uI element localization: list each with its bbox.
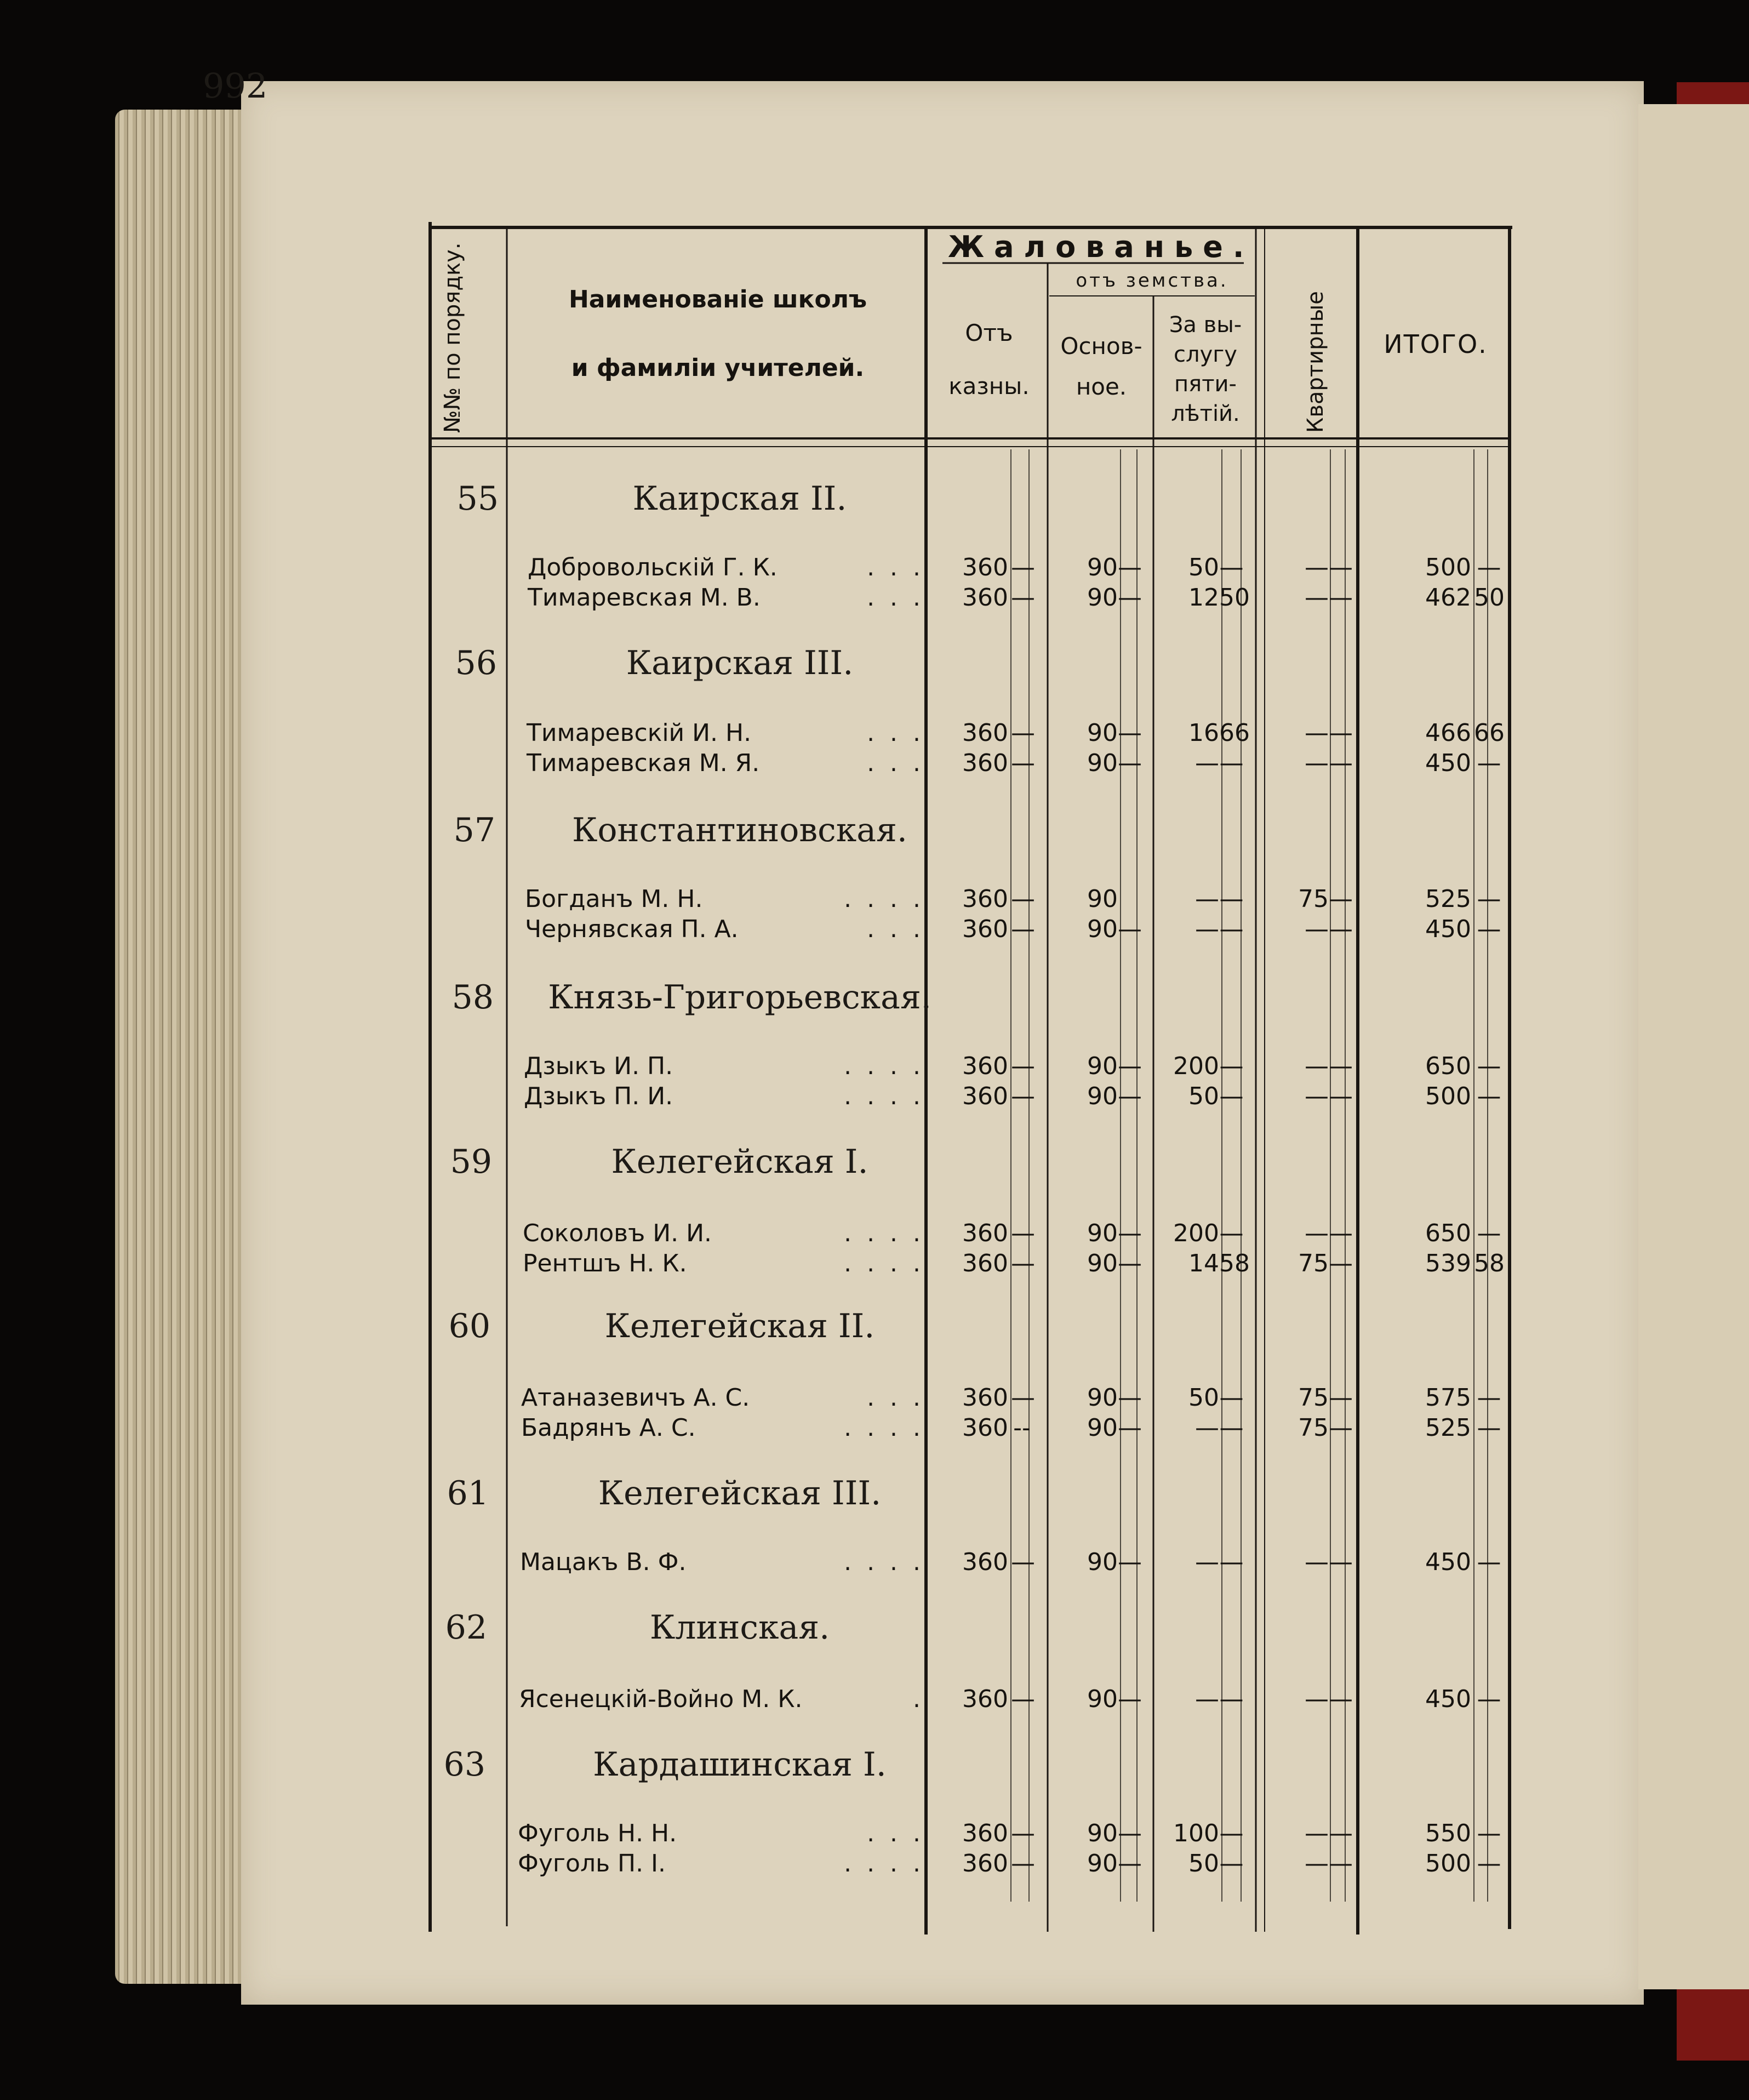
housing-value: — xyxy=(1305,584,1329,612)
seniority-value: 200 xyxy=(1173,1052,1219,1080)
seniority-kopecks: 66 xyxy=(1219,719,1250,747)
leader-dots: . . . . xyxy=(844,1082,921,1110)
seniority-value: 50 xyxy=(1188,1384,1219,1412)
school-number: 55 xyxy=(456,480,499,518)
leader-dots: . . . xyxy=(867,719,921,747)
basic-kopecks: — xyxy=(1118,719,1142,747)
header-seniority-3: пяти- xyxy=(1174,372,1237,397)
housing-value: — xyxy=(1305,1850,1329,1878)
housing-kopecks: — xyxy=(1329,1219,1353,1247)
header-basic: Основ-ное. xyxy=(1060,333,1142,400)
leader-dots: . . . xyxy=(867,915,921,943)
basic-value: 90 xyxy=(1087,1219,1118,1247)
housing-kopecks: — xyxy=(1329,1249,1353,1277)
seniority-kopecks: — xyxy=(1219,749,1244,777)
total-value: 539 xyxy=(1425,1249,1471,1277)
from-treasury-value: 360 xyxy=(962,1384,1008,1412)
basic-kopecks: — xyxy=(1118,584,1142,612)
school-number: 62 xyxy=(445,1608,487,1647)
total-value: 500 xyxy=(1425,1082,1471,1110)
total-value: 450 xyxy=(1425,749,1471,777)
teacher-name: Рентшъ Н. К. xyxy=(523,1249,687,1277)
basic-kopecks: — xyxy=(1118,1082,1142,1110)
from-treasury-kopecks: — xyxy=(1011,584,1035,612)
seniority-value: — xyxy=(1195,1414,1219,1442)
seniority-value: 200 xyxy=(1173,1219,1219,1247)
total-kopecks: — xyxy=(1477,1685,1501,1713)
housing-kopecks: — xyxy=(1329,885,1353,913)
seniority-kopecks: 58 xyxy=(1219,1249,1250,1277)
housing-value: — xyxy=(1305,915,1329,943)
from-treasury-value: 360 xyxy=(962,553,1008,581)
total-value: 450 xyxy=(1425,915,1471,943)
housing-value: — xyxy=(1305,1819,1329,1847)
total-kopecks: — xyxy=(1477,1052,1501,1080)
total-value: 500 xyxy=(1425,553,1471,581)
basic-kopecks: — xyxy=(1118,1384,1142,1412)
school-name: Келегейская III. xyxy=(598,1474,882,1513)
header-name-line1: Наименованіе школъ xyxy=(568,286,867,313)
basic-kopecks: — xyxy=(1118,1249,1142,1277)
seniority-value: — xyxy=(1195,749,1219,777)
seniority-kopecks: 50 xyxy=(1219,584,1250,612)
total-value: 525 xyxy=(1425,885,1471,913)
school-name: Келегейская II. xyxy=(604,1307,875,1345)
housing-value: 75 xyxy=(1298,885,1329,913)
from-treasury-kopecks: — xyxy=(1011,1819,1035,1847)
school-number: 56 xyxy=(455,644,497,682)
from-treasury-kopecks: — xyxy=(1011,915,1035,943)
total-value: 575 xyxy=(1425,1384,1471,1412)
housing-value: 75 xyxy=(1298,1384,1329,1412)
seniority-value: 50 xyxy=(1188,1850,1219,1878)
basic-value: 90 xyxy=(1087,749,1118,777)
total-value: 650 xyxy=(1425,1219,1471,1247)
school-number: 61 xyxy=(447,1474,489,1513)
total-value: 650 xyxy=(1425,1052,1471,1080)
header-salary: Жалованье. xyxy=(948,230,1254,264)
housing-kopecks: — xyxy=(1329,915,1353,943)
seniority-kopecks: — xyxy=(1219,1548,1244,1576)
basic-value: 90 xyxy=(1087,1384,1118,1412)
from-treasury-kopecks: — xyxy=(1011,1548,1035,1576)
from-treasury-value: 360 xyxy=(962,1219,1008,1247)
basic-kopecks: — xyxy=(1118,553,1142,581)
seniority-kopecks: — xyxy=(1219,915,1244,943)
from-treasury-value: 360 xyxy=(962,1052,1008,1080)
total-kopecks: — xyxy=(1477,1548,1501,1576)
header-housing: Квартирные xyxy=(1303,291,1328,433)
total-value: 550 xyxy=(1425,1819,1471,1847)
school-name: Клинская. xyxy=(649,1608,830,1647)
basic-value: 90 xyxy=(1087,1052,1118,1080)
basic-value: 90 xyxy=(1087,1249,1118,1277)
teacher-name: Атаназевичъ А. С. xyxy=(521,1384,750,1412)
seniority-kopecks: — xyxy=(1219,1850,1244,1878)
from-treasury-kopecks: — xyxy=(1011,749,1035,777)
housing-kopecks: — xyxy=(1329,749,1353,777)
from-treasury-value: 360 xyxy=(962,885,1008,913)
school-number: 58 xyxy=(451,978,494,1017)
housing-kopecks: — xyxy=(1329,1819,1353,1847)
teacher-name: Тимаревская М. Я. xyxy=(527,749,760,777)
basic-kopecks: — xyxy=(1118,1219,1142,1247)
basic-value: 90 xyxy=(1087,1548,1118,1576)
basic-value: 90 xyxy=(1087,1685,1118,1713)
basic-value: 90 xyxy=(1087,1850,1118,1878)
leader-dots: . . . xyxy=(867,553,921,581)
leader-dots: . . . . xyxy=(844,1052,921,1080)
from-treasury-kopecks: — xyxy=(1011,1850,1035,1878)
leader-dots: . . . . xyxy=(844,1548,921,1576)
seniority-kopecks: — xyxy=(1219,885,1244,913)
seniority-value: — xyxy=(1195,915,1219,943)
housing-kopecks: — xyxy=(1329,719,1353,747)
leader-dots: . . . . xyxy=(844,885,921,913)
teacher-name: Соколовъ И. И. xyxy=(523,1219,712,1247)
total-kopecks: — xyxy=(1477,553,1501,581)
housing-kopecks: — xyxy=(1329,1052,1353,1080)
seniority-kopecks: — xyxy=(1219,1414,1244,1442)
next-page-edge xyxy=(1638,104,1749,1989)
total-value: 500 xyxy=(1425,1850,1471,1878)
seniority-value: 16 xyxy=(1188,719,1219,747)
basic-value: 90 xyxy=(1087,1082,1118,1110)
basic-kopecks: — xyxy=(1118,915,1142,943)
total-kopecks: — xyxy=(1477,915,1501,943)
housing-kopecks: — xyxy=(1329,1082,1353,1110)
from-treasury-value: 360 xyxy=(962,584,1008,612)
leader-dots: . . . . xyxy=(844,1414,921,1442)
from-treasury-kopecks: — xyxy=(1011,553,1035,581)
housing-value: — xyxy=(1305,1082,1329,1110)
teacher-name: Фуголь Н. Н. xyxy=(518,1819,677,1847)
basic-kopecks: — xyxy=(1118,1548,1142,1576)
housing-kopecks: — xyxy=(1329,553,1353,581)
housing-value: — xyxy=(1305,719,1329,747)
basic-kopecks: — xyxy=(1118,1414,1142,1442)
leader-dots: . . . xyxy=(867,584,921,612)
teacher-name: Ясенецкій-Войно М. К. xyxy=(519,1685,803,1713)
teacher-name: Дзыкъ П. И. xyxy=(524,1082,673,1110)
from-treasury-kopecks: — xyxy=(1011,1384,1035,1412)
basic-value: 90 xyxy=(1087,1819,1118,1847)
seniority-kopecks: — xyxy=(1219,1685,1244,1713)
housing-kopecks: — xyxy=(1329,1414,1353,1442)
basic-value: 90 xyxy=(1087,584,1118,612)
basic-kopecks: — xyxy=(1118,749,1142,777)
leader-dots: . . . xyxy=(867,749,921,777)
from-treasury-value: 360 xyxy=(962,1249,1008,1277)
leader-dots: . xyxy=(913,1685,921,1713)
from-treasury-value: 360 xyxy=(962,749,1008,777)
basic-value: 90 xyxy=(1087,885,1118,913)
housing-value: 75 xyxy=(1298,1414,1329,1442)
school-name: Келегейская I. xyxy=(611,1143,868,1181)
from-treasury-kopecks: -- xyxy=(1013,1414,1031,1442)
teacher-name: Тимаревскій И. Н. xyxy=(527,719,752,747)
from-treasury-kopecks: — xyxy=(1011,885,1035,913)
housing-value: — xyxy=(1305,1052,1329,1080)
basic-value: 90 xyxy=(1087,1414,1118,1442)
from-treasury-value: 360 xyxy=(962,1685,1008,1713)
housing-kopecks: — xyxy=(1329,1850,1353,1878)
housing-value: 75 xyxy=(1298,1249,1329,1277)
seniority-kopecks: — xyxy=(1219,1384,1244,1412)
header-from-treasury: Отъ казны. xyxy=(948,319,1030,400)
from-treasury-value: 360 xyxy=(962,719,1008,747)
leader-dots: . . . . xyxy=(844,1249,921,1277)
basic-value: 90 xyxy=(1087,915,1118,943)
school-number: 63 xyxy=(443,1745,485,1784)
total-value: 466 xyxy=(1425,719,1471,747)
seniority-kopecks: — xyxy=(1219,1219,1244,1247)
teacher-name: Богданъ М. Н. xyxy=(525,885,703,913)
seniority-value: 100 xyxy=(1173,1819,1219,1847)
housing-kopecks: — xyxy=(1329,1548,1353,1576)
from-treasury-value: 360 xyxy=(962,1548,1008,1576)
housing-value: — xyxy=(1305,749,1329,777)
seniority-value: — xyxy=(1195,1685,1219,1713)
from-treasury-value: 360 xyxy=(962,1082,1008,1110)
total-value: 450 xyxy=(1425,1548,1471,1576)
teacher-name: Мацакъ В. Ф. xyxy=(520,1548,687,1576)
seniority-kopecks: — xyxy=(1219,1819,1244,1847)
from-treasury-value: 360 xyxy=(962,1819,1008,1847)
from-treasury-kopecks: — xyxy=(1011,1082,1035,1110)
from-treasury-kopecks: — xyxy=(1011,719,1035,747)
total-kopecks: — xyxy=(1477,1384,1501,1412)
header-number-column: №№ по порядку. xyxy=(440,242,465,433)
leader-dots: . . . . xyxy=(844,1850,921,1878)
housing-kopecks: — xyxy=(1329,584,1353,612)
header-from-zemstvo: отъ земства. xyxy=(1076,270,1228,292)
housing-value: — xyxy=(1305,1685,1329,1713)
from-treasury-value: 360 xyxy=(962,1850,1008,1878)
from-treasury-value: 360 xyxy=(962,1414,1008,1442)
housing-value: — xyxy=(1305,1548,1329,1576)
seniority-value: — xyxy=(1195,885,1219,913)
total-kopecks: — xyxy=(1477,1219,1501,1247)
school-number: 57 xyxy=(453,811,495,849)
basic-value: 90 xyxy=(1087,553,1118,581)
header-seniority-2: слугу xyxy=(1174,342,1237,367)
school-name: Константиновская. xyxy=(572,811,907,849)
total-kopecks: 58 xyxy=(1474,1249,1505,1277)
header-total: ИТОГО. xyxy=(1384,329,1488,359)
school-number: 60 xyxy=(448,1307,490,1345)
seniority-value: 12 xyxy=(1188,584,1219,612)
school-name: Князь-Григорьевская. xyxy=(548,978,931,1017)
basic-kopecks: — xyxy=(1118,1850,1142,1878)
from-treasury-value: 360 xyxy=(962,915,1008,943)
seniority-value: — xyxy=(1195,1548,1219,1576)
school-number: 59 xyxy=(450,1143,492,1181)
school-name: Кардашинская I. xyxy=(593,1745,887,1784)
header-name-line2: и фамиліи учителей. xyxy=(571,354,865,382)
leader-dots: . . . xyxy=(867,1384,921,1412)
seniority-kopecks: — xyxy=(1219,1052,1244,1080)
total-kopecks: 66 xyxy=(1474,719,1505,747)
total-kopecks: — xyxy=(1477,1850,1501,1878)
total-value: 462 xyxy=(1425,584,1471,612)
seniority-value: 50 xyxy=(1188,1082,1219,1110)
total-kopecks: — xyxy=(1477,1082,1501,1110)
basic-value: 90 xyxy=(1087,719,1118,747)
teacher-name: Бадрянъ А. С. xyxy=(521,1414,696,1442)
total-value: 450 xyxy=(1425,1685,1471,1713)
header-seniority-4: лѣтій. xyxy=(1171,401,1240,426)
housing-value: — xyxy=(1305,553,1329,581)
total-kopecks: — xyxy=(1477,1819,1501,1847)
housing-value: — xyxy=(1305,1219,1329,1247)
from-treasury-kopecks: — xyxy=(1011,1685,1035,1713)
seniority-value: 14 xyxy=(1188,1249,1219,1277)
from-treasury-kopecks: — xyxy=(1011,1249,1035,1277)
total-kopecks: — xyxy=(1477,885,1501,913)
from-treasury-kopecks: — xyxy=(1011,1052,1035,1080)
basic-kopecks: — xyxy=(1118,1819,1142,1847)
teacher-name: Добровольскій Г. К. xyxy=(528,553,778,581)
header-seniority-1: За вы- xyxy=(1169,312,1242,338)
teacher-name: Фуголь П. І. xyxy=(518,1850,666,1878)
total-kopecks: — xyxy=(1477,1414,1501,1442)
housing-kopecks: — xyxy=(1329,1384,1353,1412)
housing-kopecks: — xyxy=(1329,1685,1353,1713)
from-treasury-kopecks: — xyxy=(1011,1219,1035,1247)
total-kopecks: 50 xyxy=(1474,584,1505,612)
school-name: Каирская III. xyxy=(626,644,854,682)
teacher-name: Тимаревская М. В. xyxy=(528,584,761,612)
teacher-name: Дзыкъ И. П. xyxy=(524,1052,673,1080)
seniority-value: 50 xyxy=(1188,553,1219,581)
total-value: 525 xyxy=(1425,1414,1471,1442)
total-kopecks: — xyxy=(1477,749,1501,777)
school-name: Каирская II. xyxy=(632,480,847,518)
page-number: 992 xyxy=(203,66,268,106)
leader-dots: . . . . xyxy=(844,1219,921,1247)
seniority-kopecks: — xyxy=(1219,553,1244,581)
teacher-name: Чернявская П. А. xyxy=(525,915,739,943)
basic-kopecks: — xyxy=(1118,1052,1142,1080)
seniority-kopecks: — xyxy=(1219,1082,1244,1110)
basic-kopecks: — xyxy=(1118,1685,1142,1713)
leader-dots: . . . xyxy=(867,1819,921,1847)
